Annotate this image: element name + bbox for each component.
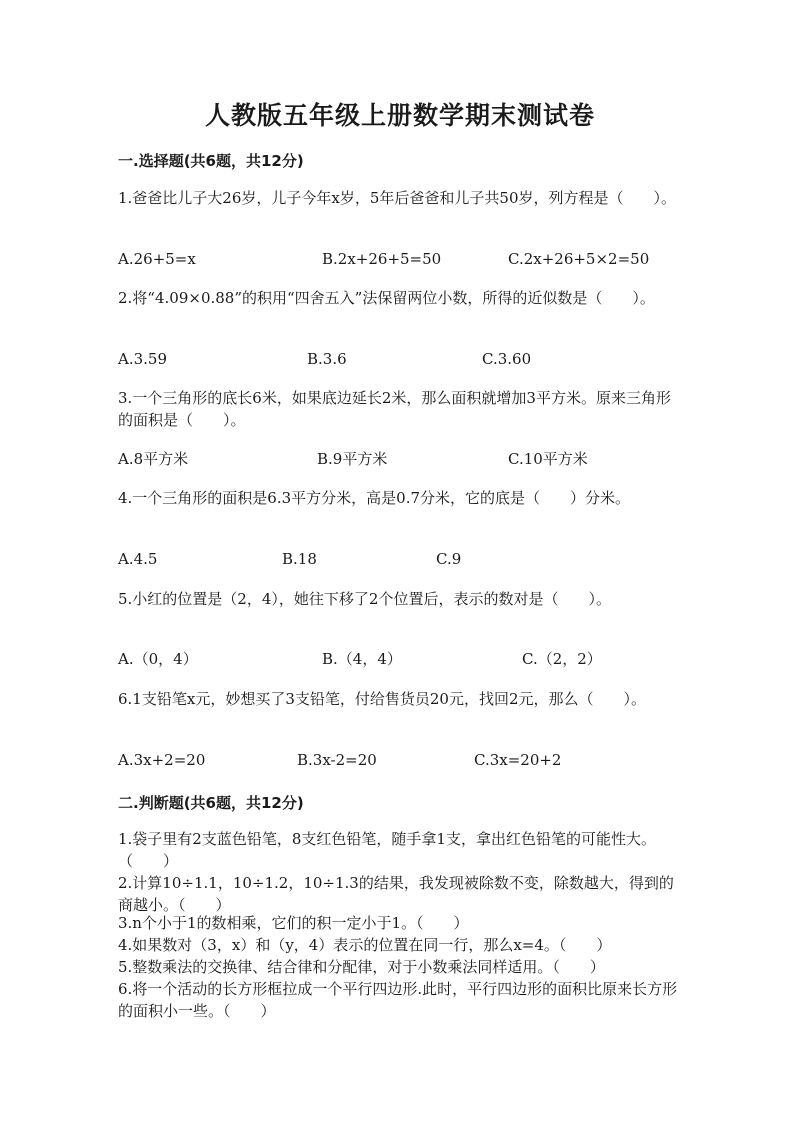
exam-title: 人教版五年级上册数学期末测试卷: [204, 101, 595, 130]
question-3: 3.一个三角形的底长6米，如果底边延长2米，那么面积就增加3平方米。原来三角形的面积是（ ）。: [118, 389, 671, 429]
question-1-option-c: C.2x+26+5×2=50: [508, 250, 650, 268]
judgment-item-3: 3.n个小于1的数相乘，它们的积一定小于1。（ ）: [118, 914, 469, 932]
question-3-option-a: A.8平方米: [118, 450, 189, 468]
question-2-option-c: C.3.60: [482, 350, 532, 368]
question-1-option-a: A.26+5=x: [118, 250, 196, 268]
question-5-option-c: C.（2，2）: [522, 650, 602, 668]
question-2: 2.将“4.09×0.88”的积用“四舍五入”法保留两位小数，所得的近似数是（ ）。: [118, 289, 655, 307]
question-1: 1.爸爸比儿子大26岁，儿子今年x岁，5年后爸爸和儿子共50岁，列方程是（ ）。: [118, 189, 676, 207]
question-6-option-b: B.3x-2=20: [297, 751, 377, 769]
section-heading-judgment: 二.判断题(共6题，共12分): [118, 794, 304, 812]
judgment-item-6: 6.将一个活动的长方形框拉成一个平行四边形.此时，平行四边形的面积比原来长方形的面积小一些。（ ）: [118, 980, 678, 1020]
question-5-option-a: A.（0，4）: [118, 650, 198, 668]
section-heading-choice: 一.选择题(共6题，共12分): [118, 152, 304, 170]
question-3-option-c: C.10平方米: [508, 450, 588, 468]
question-3-option-b: B.9平方米: [317, 450, 388, 468]
question-2-option-a: A.3.59: [118, 350, 167, 368]
judgment-item-4: 4.如果数对（3，x）和（y，4）表示的位置在同一行，那么x=4。（ ）: [118, 936, 612, 954]
judgment-item-2: 2.计算10÷1.1，10÷1.2，10÷1.3的结果，我发现被除数不变，除数越大，得到的商越小。（ ）: [118, 874, 674, 914]
question-4-option-c: C.9: [436, 550, 462, 568]
question-5-option-b: B.（4，4）: [322, 650, 402, 668]
judgment-item-5: 5.整数乘法的交换律、结合律和分配律，对于小数乘法同样适用。（ ）: [118, 958, 605, 976]
judgment-item-1: 1.袋子里有2支蓝色铅笔，8支红色铅笔，随手拿1支，拿出红色铅笔的可能性大。（ ）: [118, 830, 656, 870]
question-2-option-b: B.3.6: [307, 350, 347, 368]
question-6-option-c: C.3x=20+2: [474, 751, 562, 769]
question-4-option-a: A.4.5: [118, 550, 158, 568]
question-6: 6.1支铅笔x元，妙想买了3支铅笔，付给售货员20元，找回2元，那么（ ）。: [118, 690, 646, 708]
question-4: 4.一个三角形的面积是6.3平方分米，高是0.7分米，它的底是（ ）分米。: [118, 489, 631, 507]
question-6-option-a: A.3x+2=20: [118, 751, 206, 769]
question-1-option-b: B.2x+26+5=50: [322, 250, 442, 268]
question-4-option-b: B.18: [282, 550, 317, 568]
question-5: 5.小红的位置是（2，4），她往下移了2个位置后，表示的数对是（ ）。: [118, 590, 611, 608]
